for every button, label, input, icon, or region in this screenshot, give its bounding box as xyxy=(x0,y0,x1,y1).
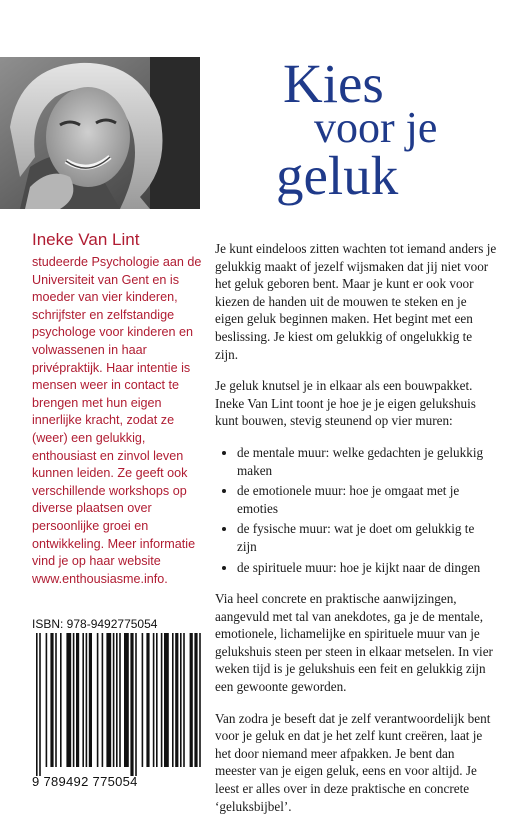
title-line-3: geluk xyxy=(276,145,399,206)
author-bio: studeerde Psychologie aan de Universiteit van Gent en is moeder van vier kinderen, schrijfster en zelfstandige psychologe voor kinderen en volwassenen in haar privépraktijk. Haar intentie is mensen weer in contact te brengen met hun eigen innerlijke kracht, zodat ze (weer) een gelukkig, enthousiast en zinvol leven kunnen leiden. Ze geeft ook verschillende workshops op diverse plaatsen over persoonlijke groei en ontwikkeling. Meer informatie vind je op haar website www.enthousiasme.info. xyxy=(32,255,202,586)
list-item: • de emotionele muur: hoe je omgaat met je emoties xyxy=(237,482,497,517)
isbn-block xyxy=(32,617,204,789)
barcode-bar xyxy=(89,633,92,767)
barcode-bar xyxy=(183,633,185,767)
barcode-digits: 9 789492 775054 xyxy=(32,774,138,789)
barcode-bar xyxy=(73,633,75,767)
barcode-bar xyxy=(142,633,144,767)
paragraph-intro: Je kunt eindeloos zitten wachten tot iemand anders je gelukkig maakt of jezelf wijsmaken dat jij niet voor het geluk geboren bent. Maar je kunt er ook voor kiezen de handen uit de mouwen te steken en je eigen geluk beginnen maken. Het begint met een beslissing. Je kiest om gelukkig of ongelukkig te zijn. xyxy=(215,241,497,362)
author-portrait-image xyxy=(0,57,200,209)
barcode-bar xyxy=(60,633,62,767)
barcode-bar xyxy=(180,633,182,767)
barcode-bar xyxy=(82,633,84,767)
barcode-bar xyxy=(113,633,115,767)
paragraph-verantwoordelijk: Van zodra je beseft dat je zelf verantwoordelijk bent voor je geluk en dat je het zelf kunt creëren, laat je het door niemand meer afpakken. Je bent dan meester van je eigen geluk, eens en voor altijd. Je leest er alles over in deze praktische en concrete ‘geluksbijbel’. xyxy=(215,710,491,814)
author-section xyxy=(32,230,207,588)
barcode-bar xyxy=(106,633,111,767)
barcode-bar xyxy=(175,633,178,767)
barcode-bar xyxy=(50,633,53,767)
barcode-bar xyxy=(46,633,48,767)
list-item: • de fysische muur: wat je doet om gelukkig te zijn xyxy=(237,520,497,555)
title-line-2: voor je xyxy=(314,103,438,152)
barcode-bar xyxy=(130,633,133,776)
list-item: • de mentale muur: welke gedachten je gelukkig maken xyxy=(237,444,497,479)
author-name: Ineke Van Lint xyxy=(32,230,140,249)
barcode-bar xyxy=(153,633,155,767)
barcode xyxy=(32,633,204,776)
barcode-bar xyxy=(76,633,79,767)
barcode-bar xyxy=(119,633,121,767)
author-photo xyxy=(0,57,200,209)
barcode-bar xyxy=(124,633,129,767)
barcode-bar xyxy=(66,633,71,767)
paragraph-bouwpakket: Je geluk knutsel je in elkaar als een bouwpakket. Ineke Van Lint toont je hoe je je eigen gelukshuis kunt bouwen, stevig steunend op vier muren: xyxy=(215,378,476,429)
barcode-bar xyxy=(194,633,197,767)
barcode-bar xyxy=(146,633,149,767)
barcode-bar xyxy=(172,633,174,767)
back-cover-text xyxy=(215,240,497,829)
barcode-bar xyxy=(39,633,41,776)
barcode-bar xyxy=(190,633,193,767)
barcode-bar xyxy=(86,633,88,767)
barcode-bar xyxy=(161,633,163,767)
barcode-bar xyxy=(36,633,38,776)
walls-list xyxy=(215,444,497,576)
title-line-1: Kies xyxy=(283,53,384,114)
list-item: • de spirituele muur: hoe je kijkt naar de dingen xyxy=(237,559,497,577)
barcode-bar xyxy=(116,633,118,767)
barcode-bar xyxy=(97,633,99,767)
isbn-label: ISBN: 978-9492775054 xyxy=(32,617,158,631)
paragraph-aanwijzingen: Via heel concrete en praktische aanwijzingen, aangevuld met tal van anekdotes, ga je de mentale, emotionele, lichamelijke en spirituele muur van je gelukshuis steen per steen in elkaar metselen. In vier weken tijd is je gelukshuis een feit en gelukkig zijn een gewoonte geworden. xyxy=(215,591,493,695)
barcode-bar xyxy=(199,633,201,767)
barcode-bar xyxy=(156,633,158,767)
barcode-bar xyxy=(55,633,57,767)
barcode-bar xyxy=(135,633,137,776)
barcode-bar xyxy=(164,633,169,767)
barcode-bar xyxy=(102,633,104,767)
